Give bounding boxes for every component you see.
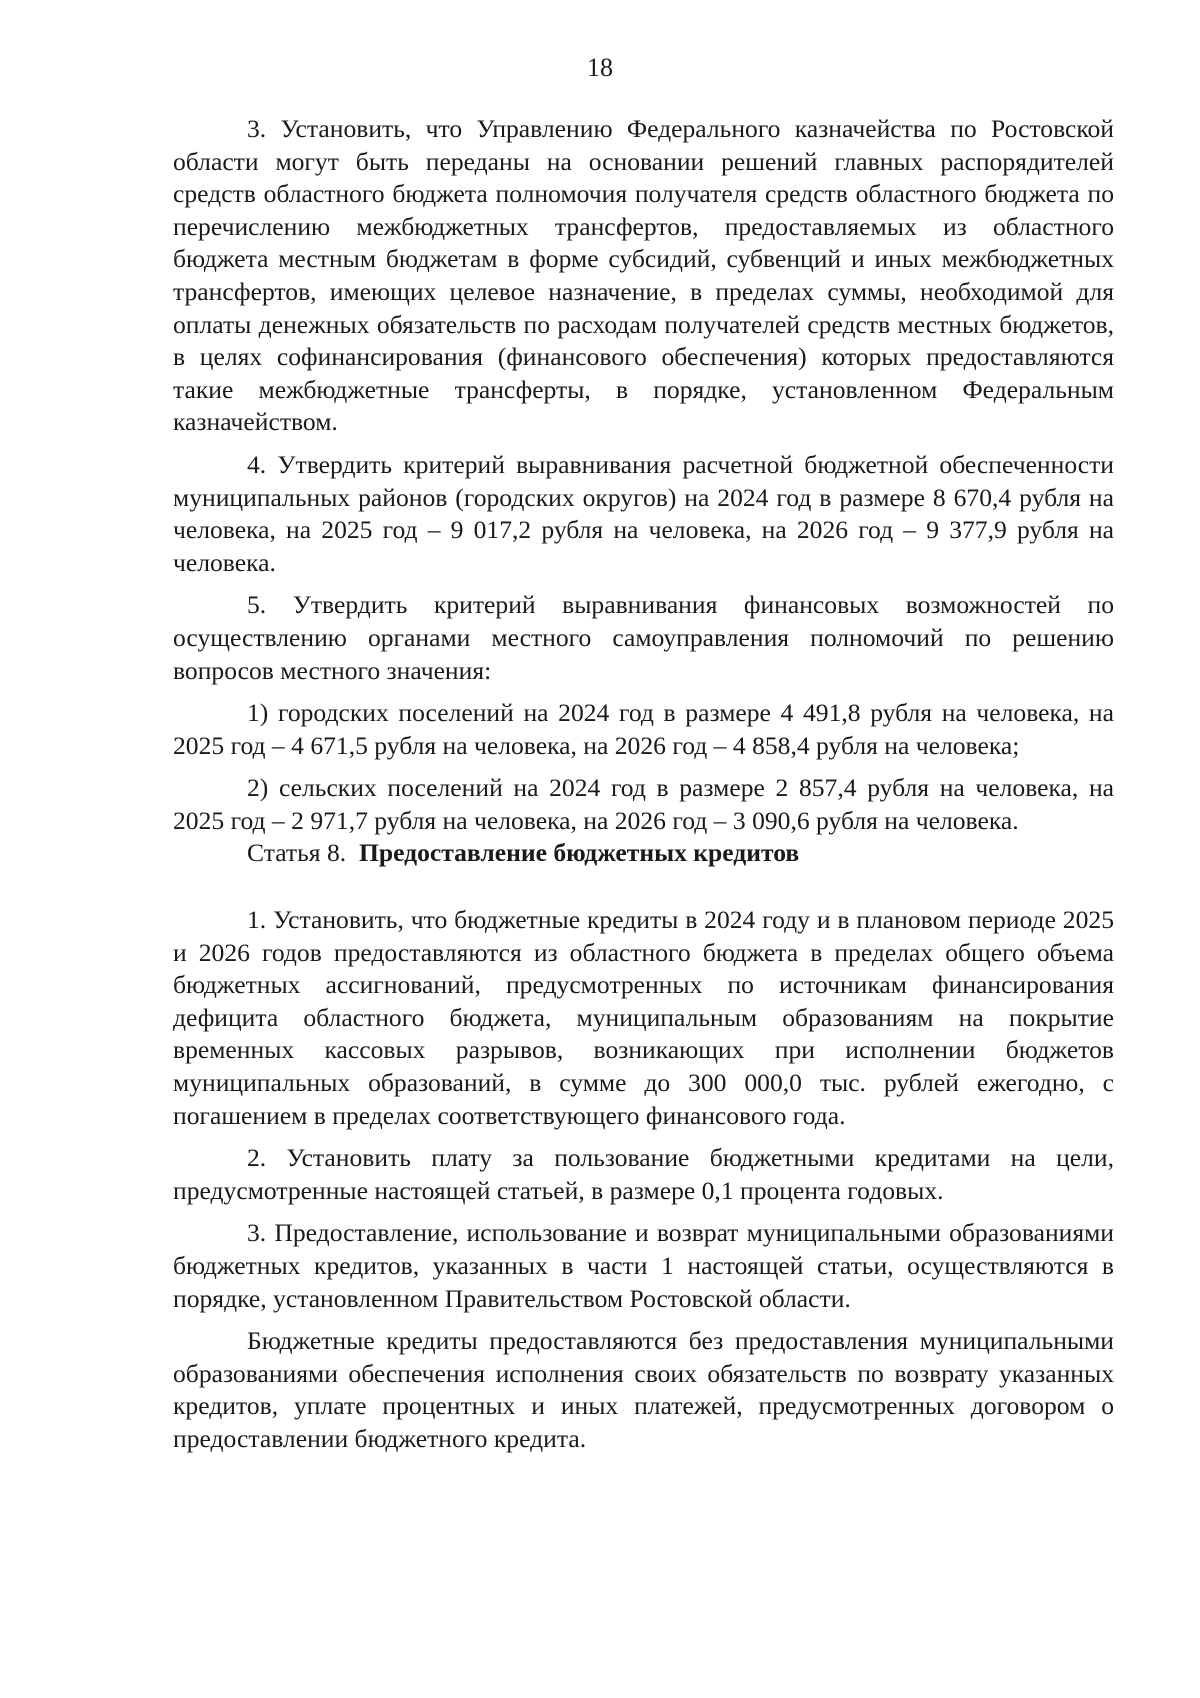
paragraph-treasury-powers: 3. Установить, что Управлению Федерального казначейства по Ростовской области могут быть переданы на основании решений главных распорядителей средств областного бюджета полномочия получателя средств областного бюджета по перечислению межбюджетных трансфертов, предоставляемых из областного бюджета местным бюджетам в форме субсидий, субвенций и иных межбюджетных трансфертов, имеющих целевое назначение, в пределах суммы, необходимой для оплаты денежных обязательств по расходам получателей средств местных бюджетов, в целях софинансирования (финансового обеспечения) которых предоставляются такие межбюджетные трансферты, в порядке, установленном Федеральным казначейством. bbox=[173, 114, 1114, 437]
article-label: Статья 8. bbox=[247, 838, 347, 868]
paragraph-fiscal-capacity-criterion: 4. Утвердить критерий выравнивания расчетной бюджетной обеспеченности муниципальных районов (городских округов) на 2024 год в размере 8 670,4 рубля на человека, на 2025 год – 9 017,2 рубля на человека, на 2026 год – 9 377,9 рубля на человека. bbox=[173, 449, 1114, 577]
article-title: Предоставление бюджетных кредитов bbox=[358, 838, 800, 868]
page-number: 18 bbox=[587, 53, 613, 82]
paragraph-credit-procedure: 3. Предоставление, использование и возврат муниципальными образованиями бюджетных кредитов, указанных в части 1 настоящей статьи, осуществляются в порядке, установленном Правительством Ростовской области. bbox=[173, 1218, 1114, 1313]
paragraph-rural-settlements: 2) сельских поселений на 2024 год в размере 2 857,4 рубля на человека, на 2025 год – 2 971,7 рубля на человека, на 2026 год – 3 090,6 рубля на человека. bbox=[173, 773, 1114, 835]
paragraph-budget-credits: 1. Установить, что бюджетные кредиты в 2024 году и в плановом периоде 2025 и 2026 годов предоставляются из областного бюджета в пределах общего объема бюджетных ассигнований, предусмотренных по источникам финансирования дефицита областного бюджета, муниципальным образованиям на покрытие временных кассовых разрывов, возникающих при исполнении бюджетов муниципальных образований, в сумме до 300 000,0 тыс. рублей ежегодно, с погашением в пределах соответствующего финансового года. bbox=[173, 905, 1114, 1130]
paragraph-financial-capabilities-criterion: 5. Утвердить критерий выравнивания финансовых возможностей по осуществлению органами местного самоуправления полномочий по решению вопросов местного значения: bbox=[173, 590, 1114, 685]
paragraph-urban-settlements: 1) городских поселений на 2024 год в размере 4 491,8 рубля на человека, на 2025 год – 4 671,5 рубля на человека, на 2026 год – 4 858,4 рубля на человека; bbox=[173, 698, 1114, 760]
article-heading bbox=[173, 837, 1114, 870]
document-body bbox=[173, 113, 1114, 1456]
paragraph-no-collateral: Бюджетные кредиты предоставляются без предоставления муниципальными образованиями обеспечения исполнения своих обязательств по возврату указанных кредитов, уплате процентных и иных платежей, предусмотренных договором о предоставлении бюджетного кредита. bbox=[173, 1326, 1114, 1453]
paragraph-credit-fee: 2. Установить плату за пользование бюджетными кредитами на цели, предусмотренные настоящей статьей, в размере 0,1 процента годовых. bbox=[173, 1143, 1114, 1205]
